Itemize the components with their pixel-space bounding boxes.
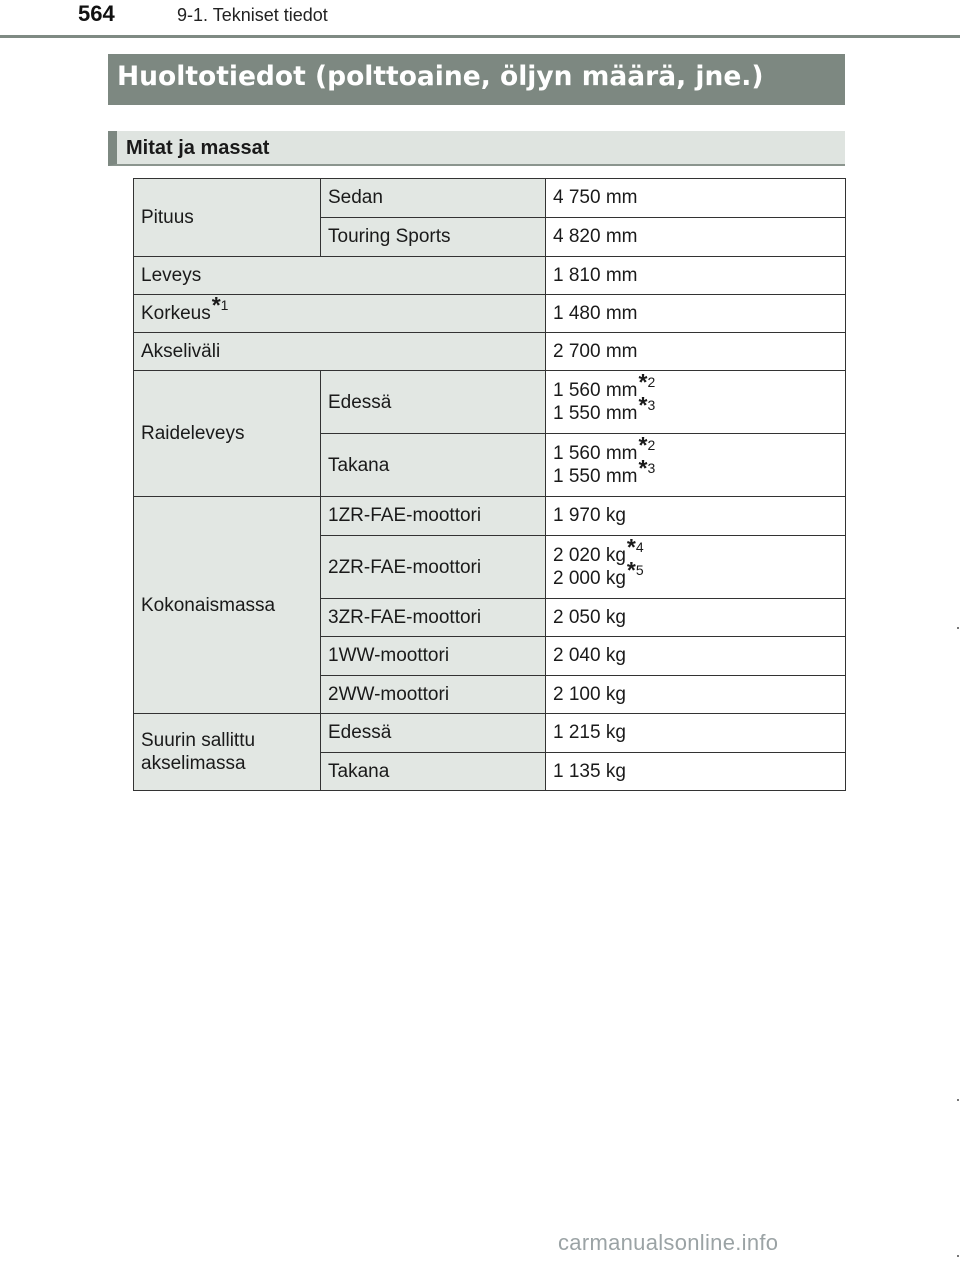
page-title: Huoltotiedot (polttoaine, öljyn määrä, jne.) [117, 61, 764, 92]
table-row [134, 295, 846, 333]
value-cell: 1 135 kg [546, 753, 846, 791]
footnote-asterisk: * [626, 557, 636, 583]
page-header [0, 0, 960, 38]
value-cell: 2 040 kg [546, 637, 846, 676]
footnote-asterisk: * [211, 292, 221, 318]
value-text: 1 560 mm [553, 380, 638, 401]
footnote-number: 3 [647, 460, 656, 476]
footnote-asterisk: * [638, 369, 648, 395]
table-row [134, 257, 846, 295]
watermark: carmanualsonline.info [558, 1230, 779, 1255]
variant-label: Edessä [321, 371, 546, 434]
value-cell: 2 700 mm [546, 333, 846, 371]
title-banner [108, 54, 845, 105]
value-text: 2 020 kg [553, 545, 626, 566]
footnote-asterisk: * [638, 455, 648, 481]
footnote-number: 1 [220, 297, 229, 313]
value-line [553, 455, 838, 488]
value-cell: 4 820 mm [546, 218, 846, 257]
value-cell [546, 536, 846, 599]
row-label-akselivali: Akseliväli [134, 333, 546, 371]
value-cell [546, 434, 846, 497]
label-line: Suurin sallittu [141, 730, 256, 751]
footnote-number: 4 [635, 539, 644, 555]
label-line: akselimassa [141, 753, 246, 774]
footnote-asterisk: * [638, 392, 648, 418]
value-line [553, 392, 838, 425]
section-subheader [108, 131, 845, 166]
value-text: 1 550 mm [553, 403, 638, 424]
row-label-akselimassa [134, 714, 321, 791]
table-row [134, 179, 846, 218]
row-label-korkeus [134, 292, 546, 333]
variant-label: Edessä [321, 714, 546, 753]
value-text: 2 000 kg [553, 568, 626, 589]
value-cell: 2 050 kg [546, 599, 846, 637]
page-number: 564 [78, 1, 115, 26]
row-label-kokonaismassa: Kokonaismassa [134, 497, 321, 714]
value-cell: 1 215 kg [546, 714, 846, 753]
value-cell: 4 750 mm [546, 179, 846, 218]
value-cell: 1 480 mm [546, 295, 846, 333]
value-cell: 2 100 kg [546, 676, 846, 714]
crop-mark [957, 1255, 959, 1257]
engine-label: 2ZR-FAE-moottori [321, 536, 546, 599]
footnote-number: 3 [647, 397, 656, 413]
table-row [134, 714, 846, 753]
footnote-number: 2 [647, 437, 656, 453]
header-divider [0, 35, 960, 38]
value-text: 1 550 mm [553, 466, 638, 487]
value-cell [546, 371, 846, 434]
engine-label: 2WW-moottori [321, 676, 546, 714]
value-cell: 1 970 kg [546, 497, 846, 536]
value-line [553, 432, 838, 465]
variant-label: Sedan [321, 179, 546, 218]
value-text: 1 560 mm [553, 443, 638, 464]
table-row [134, 371, 846, 434]
engine-label: 1ZR-FAE-moottori [321, 497, 546, 536]
footnote-number: 5 [635, 562, 644, 578]
crop-mark [957, 1099, 959, 1101]
value-line [553, 369, 838, 402]
row-label-pituus: Pituus [134, 179, 321, 257]
table-row [134, 333, 846, 371]
row-label-leveys: Leveys [134, 257, 546, 295]
engine-label: 3ZR-FAE-moottori [321, 599, 546, 637]
value-line [553, 557, 838, 590]
table-row [134, 497, 846, 536]
variant-label: Touring Sports [321, 218, 546, 257]
footnote-asterisk: * [626, 534, 636, 560]
value-cell: 1 810 mm [546, 257, 846, 295]
variant-label: Takana [321, 753, 546, 791]
korkeus-text: Korkeus [141, 303, 211, 324]
crop-mark [957, 627, 959, 629]
section-breadcrumb: 9-1. Tekniset tiedot [177, 5, 328, 25]
variant-label: Takana [321, 434, 546, 497]
row-label-raideleveys: Raideleveys [134, 371, 321, 497]
engine-label: 1WW-moottori [321, 637, 546, 676]
value-line [553, 534, 838, 567]
dimensions-table [133, 178, 846, 791]
footnote-asterisk: * [638, 432, 648, 458]
subheader-title: Mitat ja massat [126, 137, 270, 159]
footnote-number: 2 [647, 374, 656, 390]
